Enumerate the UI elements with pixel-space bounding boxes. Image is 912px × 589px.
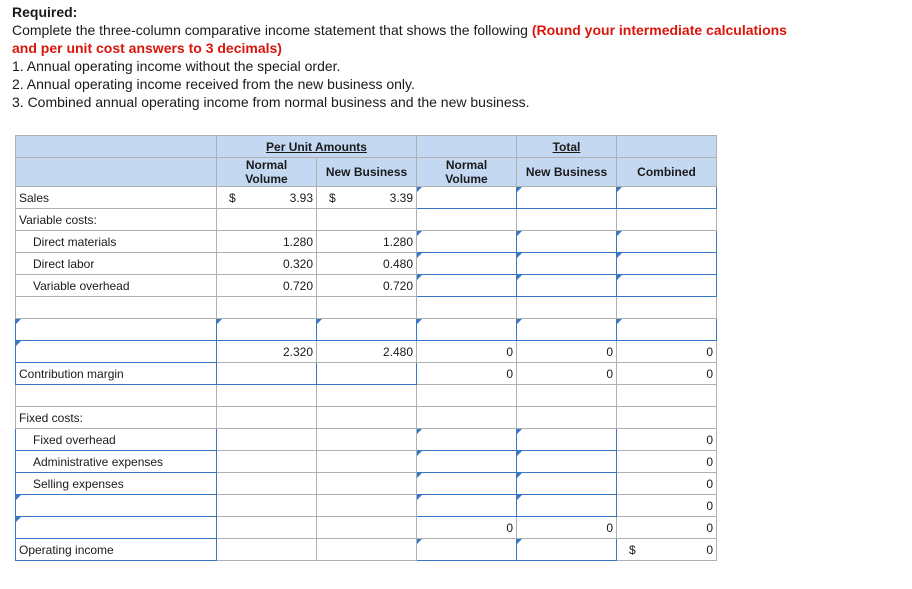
- empty-cell: [317, 539, 417, 561]
- row-fixed-costs: [16, 407, 717, 429]
- cm-total-new: 0: [517, 363, 617, 385]
- cm-pu-new-input[interactable]: [317, 363, 417, 385]
- dm-total-normal-input[interactable]: [417, 231, 517, 253]
- blank-label-input[interactable]: [16, 319, 217, 341]
- instruction-rounding-note: (Round your intermediate calculations: [531, 22, 787, 38]
- vo-total-normal-input[interactable]: [417, 275, 517, 297]
- empty-cell: [517, 297, 617, 319]
- total-fixed-label-input[interactable]: [16, 517, 217, 539]
- blank-total-new-input[interactable]: [517, 319, 617, 341]
- empty-cell: [217, 539, 317, 561]
- empty-cell: [217, 407, 317, 429]
- header-blank: [617, 136, 717, 158]
- vo-pu-new: 0.720: [317, 275, 417, 297]
- empty-cell: [16, 297, 217, 319]
- tv-total-new: 0: [517, 341, 617, 363]
- instruction-rounding-note-2: and per unit cost answers to 3 decimals): [12, 40, 282, 56]
- oi-total-new-input[interactable]: [517, 539, 617, 561]
- empty-cell: [217, 517, 317, 539]
- row-sales: [16, 187, 717, 209]
- header-blank: [16, 158, 217, 187]
- row-total-variable: [16, 341, 717, 363]
- ae-total-combined: 0: [617, 451, 717, 473]
- empty-cell: [217, 495, 317, 517]
- dm-total-combined-input[interactable]: [617, 231, 717, 253]
- row-label: Operating income: [16, 539, 217, 561]
- row-label: Variable costs:: [16, 209, 217, 231]
- total-variable-label-input[interactable]: [16, 341, 217, 363]
- sales-total-combined-input[interactable]: [617, 187, 717, 209]
- dl-pu-new: 0.480: [317, 253, 417, 275]
- se-total-normal-input[interactable]: [417, 473, 517, 495]
- empty-cell: [317, 407, 417, 429]
- blank-fixed-label-input[interactable]: [16, 495, 217, 517]
- empty-cell: [317, 517, 417, 539]
- empty-cell: [617, 297, 717, 319]
- sales-pu-new: $ 3.39: [317, 187, 417, 209]
- empty-cell: [217, 429, 317, 451]
- empty-cell: [317, 451, 417, 473]
- row-variable-overhead: [16, 275, 717, 297]
- empty-cell: [217, 451, 317, 473]
- vo-total-combined-input[interactable]: [617, 275, 717, 297]
- instruction-text: Complete the three-column comparative income statement that shows the following: [12, 22, 532, 38]
- tf-total-combined: 0: [617, 517, 717, 539]
- bf-total-normal-input[interactable]: [417, 495, 517, 517]
- empty-cell: [317, 297, 417, 319]
- dl-pu-normal: 0.320: [217, 253, 317, 275]
- empty-cell: [517, 209, 617, 231]
- header-total-new-business: New Business: [517, 158, 617, 187]
- header-row-groups: [16, 136, 717, 158]
- oi-total-normal-input[interactable]: [417, 539, 517, 561]
- empty-cell: [217, 385, 317, 407]
- dm-total-new-input[interactable]: [517, 231, 617, 253]
- row-direct-labor: [16, 253, 717, 275]
- empty-cell: [217, 473, 317, 495]
- header-blank: [16, 136, 217, 158]
- instructions: [12, 3, 902, 111]
- row-label: Contribution margin: [16, 363, 217, 385]
- tv-pu-new: 2.480: [317, 341, 417, 363]
- empty-cell: [617, 385, 717, 407]
- sales-total-new-input[interactable]: [517, 187, 617, 209]
- row-label: Administrative expenses: [16, 451, 217, 473]
- row-label: Variable overhead: [16, 275, 217, 297]
- oi-total-combined: $ 0: [617, 539, 717, 561]
- row-spacer: [16, 297, 717, 319]
- bf-total-new-input[interactable]: [517, 495, 617, 517]
- empty-cell: [317, 495, 417, 517]
- row-total-fixed: [16, 517, 717, 539]
- fo-total-new-input[interactable]: [517, 429, 617, 451]
- cm-pu-normal-input[interactable]: [217, 363, 317, 385]
- blank-pu-normal-input[interactable]: [217, 319, 317, 341]
- empty-cell: [417, 209, 517, 231]
- row-label: Sales: [16, 187, 217, 209]
- empty-cell: [617, 407, 717, 429]
- header-pu-new-business: New Business: [317, 158, 417, 187]
- empty-cell: [317, 473, 417, 495]
- dl-total-new-input[interactable]: [517, 253, 617, 275]
- dl-total-normal-input[interactable]: [417, 253, 517, 275]
- tv-total-combined: 0: [617, 341, 717, 363]
- empty-cell: [417, 385, 517, 407]
- cm-total-combined: 0: [617, 363, 717, 385]
- se-total-combined: 0: [617, 473, 717, 495]
- header-blank: [417, 136, 517, 158]
- header-total-normal-volume: Normal Volume: [417, 158, 517, 187]
- row-fixed-overhead: [16, 429, 717, 451]
- row-admin-expenses: [16, 451, 717, 473]
- tv-total-normal: 0: [417, 341, 517, 363]
- instruction-item-1: 1. Annual operating income without the special order.: [12, 58, 341, 74]
- tv-pu-normal: 2.320: [217, 341, 317, 363]
- header-pu-normal-volume: Normal Volume: [217, 158, 317, 187]
- ae-total-new-input[interactable]: [517, 451, 617, 473]
- empty-cell: [217, 209, 317, 231]
- ae-total-normal-input[interactable]: [417, 451, 517, 473]
- fo-total-combined: 0: [617, 429, 717, 451]
- fo-total-normal-input[interactable]: [417, 429, 517, 451]
- cm-total-normal: 0: [417, 363, 517, 385]
- sales-pu-normal: $ 3.93: [217, 187, 317, 209]
- empty-cell: [417, 407, 517, 429]
- row-label: Fixed costs:: [16, 407, 217, 429]
- empty-cell: [517, 407, 617, 429]
- row-operating-income: [16, 539, 717, 561]
- row-label: Direct materials: [16, 231, 217, 253]
- empty-cell: [317, 385, 417, 407]
- instruction-item-3: 3. Combined annual operating income from normal business and the new business.: [12, 94, 530, 110]
- blank-total-combined-input[interactable]: [617, 319, 717, 341]
- row-blank-input: [16, 319, 717, 341]
- row-label: Direct labor: [16, 253, 217, 275]
- empty-cell: [617, 209, 717, 231]
- blank-total-normal-input[interactable]: [417, 319, 517, 341]
- dm-pu-normal: 1.280: [217, 231, 317, 253]
- empty-cell: [417, 297, 517, 319]
- row-blank-fixed: [16, 495, 717, 517]
- empty-cell: [16, 385, 217, 407]
- dl-total-combined-input[interactable]: [617, 253, 717, 275]
- row-direct-materials: [16, 231, 717, 253]
- vo-total-new-input[interactable]: [517, 275, 617, 297]
- income-statement-table: [15, 135, 717, 561]
- tf-total-normal: 0: [417, 517, 517, 539]
- row-spacer: [16, 385, 717, 407]
- row-variable-costs: [16, 209, 717, 231]
- header-row-columns: [16, 158, 717, 187]
- row-selling-expenses: [16, 473, 717, 495]
- blank-pu-new-input[interactable]: [317, 319, 417, 341]
- empty-cell: [517, 385, 617, 407]
- instruction-line1: [12, 21, 902, 39]
- row-contribution-margin: [16, 363, 717, 385]
- header-per-unit-amounts: Per Unit Amounts: [217, 136, 417, 158]
- bf-total-combined: 0: [617, 495, 717, 517]
- vo-pu-normal: 0.720: [217, 275, 317, 297]
- empty-cell: [317, 429, 417, 451]
- header-total: Total: [517, 136, 617, 158]
- se-total-new-input[interactable]: [517, 473, 617, 495]
- empty-cell: [217, 297, 317, 319]
- tf-total-new: 0: [517, 517, 617, 539]
- empty-cell: [317, 209, 417, 231]
- instruction-item-2: 2. Annual operating income received from the new business only.: [12, 76, 415, 92]
- row-label: Fixed overhead: [16, 429, 217, 451]
- required-heading: Required:: [12, 4, 78, 20]
- row-label: Selling expenses: [16, 473, 217, 495]
- sales-total-normal-input[interactable]: [417, 187, 517, 209]
- dm-pu-new: 1.280: [317, 231, 417, 253]
- header-combined: Combined: [617, 158, 717, 187]
